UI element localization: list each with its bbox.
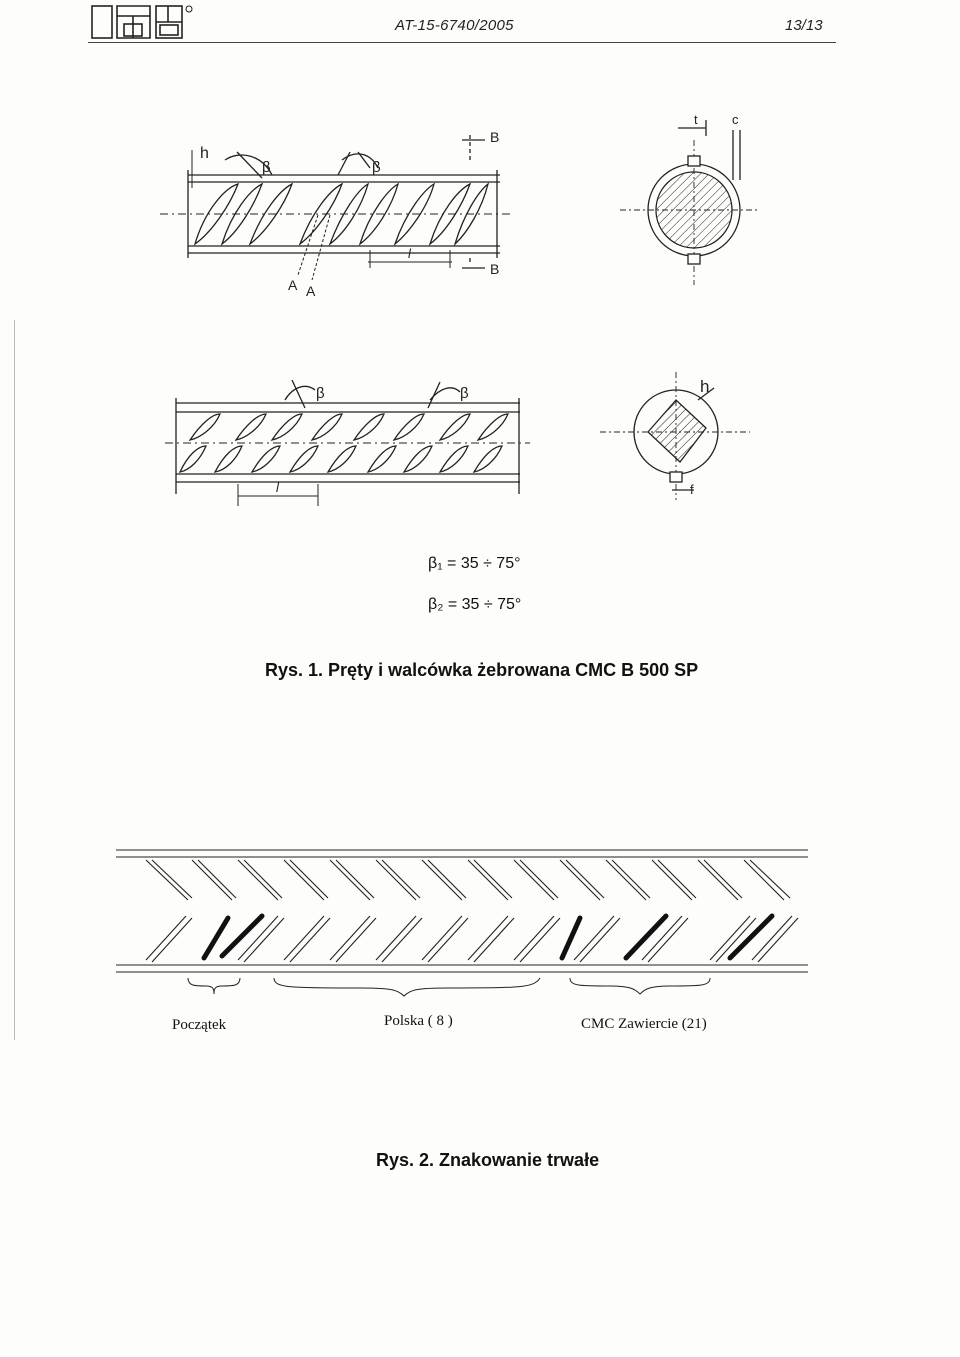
label-h-right: h — [700, 377, 710, 396]
label-B-top: B — [490, 129, 500, 145]
label-start: Początek — [172, 1017, 227, 1033]
label-country: Polska ( 8 ) — [384, 1013, 453, 1029]
label-beta2-lower: β — [316, 385, 325, 402]
bold-marking-ribs — [204, 916, 772, 958]
label-t-right: t — [694, 112, 698, 127]
label-mill: CMC Zawiercie (21) — [581, 1016, 707, 1032]
label-l-upper: l — [408, 246, 411, 261]
figure1-caption: Rys. 1. Pręty i walcówka żebrowana CMC B 500 SP — [265, 660, 699, 680]
label-A2: A — [306, 283, 316, 299]
figure2-caption: Rys. 2. Znakowanie trwałe — [376, 1150, 600, 1170]
lower-rib-row — [146, 916, 798, 962]
label-B-bottom: B — [490, 261, 500, 277]
document-code: AT-15-6740/2005 — [395, 17, 514, 34]
formula-beta1: β₁ = 35 ÷ 75° — [428, 555, 521, 572]
label-beta2-upper: β — [372, 159, 381, 176]
label-beta1-lower: β — [460, 385, 469, 402]
label-l-lower: l — [276, 480, 279, 495]
label-h1: h — [200, 145, 209, 162]
label-beta1-upper: β — [262, 159, 271, 176]
label-f-right: f — [690, 482, 694, 497]
grouping-braces — [188, 978, 710, 996]
label-c-right: c — [732, 112, 739, 127]
label-A1: A — [288, 277, 298, 293]
page-number: 13/13 — [785, 17, 823, 34]
upper-rib-row — [146, 860, 790, 900]
formula-beta2: β₂ = 35 ÷ 75° — [428, 596, 522, 613]
